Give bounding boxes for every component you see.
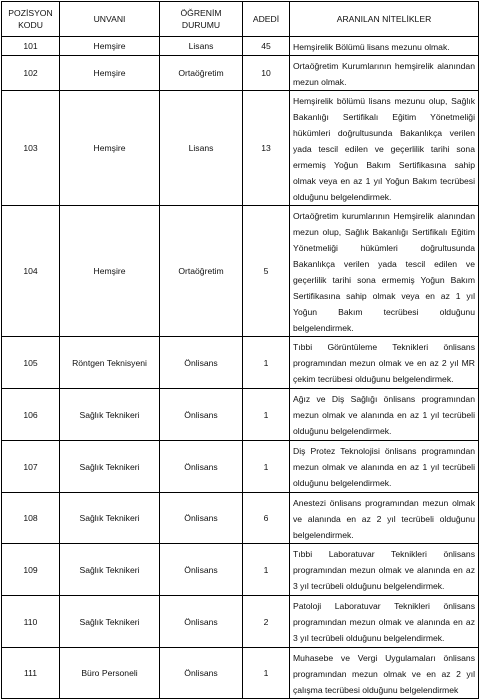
cell-code: 103 (2, 91, 60, 206)
cell-education: Önlisans (160, 493, 243, 544)
cell-education: Önlisans (160, 389, 243, 441)
cell-education: Ortaöğretim (160, 206, 243, 337)
cell-title: Hemşire (60, 206, 160, 337)
table-row (2, 337, 479, 389)
table-row (2, 544, 479, 596)
cell-requirements: Patoloji Laboratuvar Teknikleri önlisans programından mezun olmak ve alanında en az 3 yıl tecrübeli olduğunu belgelendirmek. (290, 596, 479, 648)
cell-count: 1 (243, 337, 290, 389)
cell-code: 104 (2, 206, 60, 337)
cell-count: 13 (243, 91, 290, 206)
cell-title: Sağlık Teknikeri (60, 441, 160, 493)
cell-code: 101 (2, 37, 60, 56)
cell-title: Hemşire (60, 37, 160, 56)
cell-count: 45 (243, 37, 290, 56)
header-requirements: ARANILAN NİTELİKLER (290, 2, 479, 37)
cell-title: Sağlık Teknikeri (60, 389, 160, 441)
table-row (2, 389, 479, 441)
cell-title: Büro Personeli (60, 648, 160, 699)
cell-count: 1 (243, 389, 290, 441)
cell-title: Sağlık Teknikeri (60, 544, 160, 596)
header-row (2, 2, 479, 37)
cell-education: Önlisans (160, 596, 243, 648)
cell-education: Lisans (160, 37, 243, 56)
cell-requirements: Diş Protez Teknolojisi önlisans programından mezun olmak ve alanında en az 1 yıl tecrübeli olduğunu belgelendirmek. (290, 441, 479, 493)
cell-count: 1 (243, 648, 290, 699)
cell-title: Sağlık Teknikeri (60, 493, 160, 544)
cell-code: 111 (2, 648, 60, 699)
cell-code: 102 (2, 56, 60, 91)
header-title: UNVANI (60, 2, 160, 37)
cell-code: 108 (2, 493, 60, 544)
cell-requirements: Anestezi önlisans programından mezun olmak ve alanında en az 2 yıl tecrübeli olduğunu belgelendirmek. (290, 493, 479, 544)
cell-code: 105 (2, 337, 60, 389)
cell-education: Önlisans (160, 337, 243, 389)
table-row (2, 56, 479, 91)
cell-education: Lisans (160, 91, 243, 206)
cell-code: 106 (2, 389, 60, 441)
cell-count: 6 (243, 493, 290, 544)
cell-count: 10 (243, 56, 290, 91)
cell-requirements: Hemşirelik bölümü lisans mezunu olup, Sağlık Bakanlığı Sertifikalı Eğitim Yönetmeliği hükümleri doğrultusunda Bakanlıkça verilen yada tescil edilen ve geçerlilik tarihi sona ermemiş Yoğun Bakım Sertifikasına sahip olmak veya en az 1 yıl Yoğun Bakım tecrübesi olduğunu belgelendirmek. (290, 91, 479, 206)
cell-title: Hemşire (60, 56, 160, 91)
cell-requirements: Ortaöğretim kurumlarının Hemşirelik alanından mezun olup, Sağlık Bakanlığı Sertifikalı Eğitim Yönetmeliği hükümleri doğrultusunda Bakanlıkça verilen yada tescil edilen ve geçerlilik tarihi sona ermemiş Yoğun Bakım Sertifikasına sahip olmak veya en az 1 yıl Yoğun Bakım tecrübesi olduğunu belgelendirmek. (290, 206, 479, 337)
cell-requirements: Hemşirelik Bölümü lisans mezunu olmak. (290, 37, 479, 56)
cell-count: 1 (243, 544, 290, 596)
cell-education: Ortaöğretim (160, 56, 243, 91)
cell-requirements: Ağız ve Diş Sağlığı önlisans programından mezun olmak ve alanında en az 1 yıl tecrübeli olduğunu belgelendirmek. (290, 389, 479, 441)
cell-requirements: Ortaöğretim Kurumlarının hemşirelik alanından mezun olmak. (290, 56, 479, 91)
table-row (2, 648, 479, 699)
cell-requirements: Muhasebe ve Vergi Uygulamaları önlisans programından mezun olmak ve en az 2 yıl çalışma tecrübesi olduğunu belgelendirmek (290, 648, 479, 699)
cell-code: 110 (2, 596, 60, 648)
header-count: ADEDİ (243, 2, 290, 37)
table-row (2, 206, 479, 337)
table-row (2, 91, 479, 206)
cell-education: Önlisans (160, 441, 243, 493)
cell-count: 5 (243, 206, 290, 337)
table-row (2, 493, 479, 544)
cell-title: Hemşire (60, 91, 160, 206)
cell-code: 109 (2, 544, 60, 596)
cell-title: Röntgen Teknisyeni (60, 337, 160, 389)
positions-table (1, 1, 479, 699)
cell-requirements: Tıbbi Laboratuvar Teknikleri önlisans programından mezun olmak ve alanında en az 3 yıl tecrübeli olduğunu belgelendirmek. (290, 544, 479, 596)
cell-education: Önlisans (160, 544, 243, 596)
cell-education: Önlisans (160, 648, 243, 699)
cell-title: Sağlık Teknikeri (60, 596, 160, 648)
header-education: ÖĞRENİM DURUMU (160, 2, 243, 37)
table-row (2, 441, 479, 493)
table-row (2, 37, 479, 56)
table-row (2, 596, 479, 648)
cell-count: 1 (243, 441, 290, 493)
cell-requirements: Tıbbi Görüntüleme Teknikleri önlisans programından mezun olmak ve en az 2 yıl MR çekim tecrübesi olduğunu belgelendirmek. (290, 337, 479, 389)
header-code: POZİSYON KODU (2, 2, 60, 37)
cell-code: 107 (2, 441, 60, 493)
cell-count: 2 (243, 596, 290, 648)
